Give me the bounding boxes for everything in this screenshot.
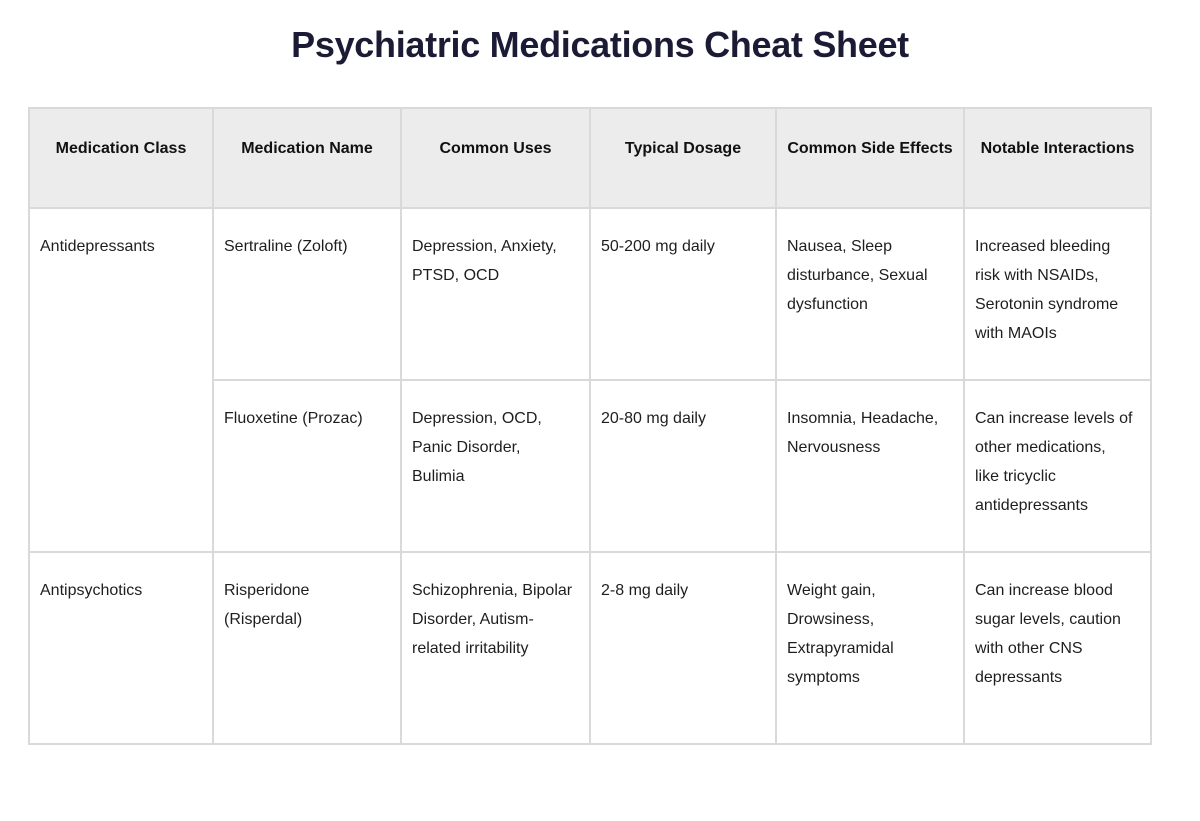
- cell-typical-dosage: 50-200 mg daily: [590, 208, 776, 380]
- header-medication-class: Medication Class: [29, 108, 213, 208]
- cell-common-uses: Depression, OCD, Panic Disorder, Bulimia: [401, 380, 590, 552]
- table-row-sertraline: [29, 208, 1151, 380]
- cell-medication-class-antipsychotics: Antipsychotics: [29, 552, 213, 744]
- header-common-side-effects: Common Side Effects: [776, 108, 964, 208]
- header-notable-interactions: Notable Interactions: [964, 108, 1151, 208]
- cell-common-side-effects: Insomnia, Headache, Nervousness: [776, 380, 964, 552]
- cell-medication-name: Fluoxetine (Prozac): [213, 380, 401, 552]
- cell-common-side-effects: Nausea, Sleep disturbance, Sexual dysfunction: [776, 208, 964, 380]
- table-row-risperidone: [29, 552, 1151, 744]
- cell-medication-name: Sertraline (Zoloft): [213, 208, 401, 380]
- table-body: [29, 208, 1151, 744]
- cell-notable-interactions: Increased bleeding risk with NSAIDs, Serotonin syndrome with MAOIs: [964, 208, 1151, 380]
- page-title: Psychiatric Medications Cheat Sheet: [291, 24, 909, 65]
- cell-typical-dosage: 20-80 mg daily: [590, 380, 776, 552]
- header-typical-dosage: Typical Dosage: [590, 108, 776, 208]
- header-row: [29, 108, 1151, 208]
- header-common-uses: Common Uses: [401, 108, 590, 208]
- cell-common-uses: Depression, Anxiety, PTSD, OCD: [401, 208, 590, 380]
- cell-common-uses: Schizophrenia, Bipolar Disorder, Autism-related irritability: [401, 552, 590, 744]
- table-header: [29, 108, 1151, 208]
- cell-typical-dosage: 2-8 mg daily: [590, 552, 776, 744]
- cell-medication-name: Risperidone (Risperdal): [213, 552, 401, 744]
- cell-medication-class-antidepressants: Antidepressants: [29, 208, 213, 552]
- header-medication-name: Medication Name: [213, 108, 401, 208]
- cell-notable-interactions: Can increase levels of other medications, like tricyclic antidepressants: [964, 380, 1151, 552]
- cell-common-side-effects: Weight gain, Drowsiness, Extrapyramidal symptoms: [776, 552, 964, 744]
- medications-table: [28, 107, 1152, 745]
- cell-notable-interactions: Can increase blood sugar levels, caution with other CNS depressants: [964, 552, 1151, 744]
